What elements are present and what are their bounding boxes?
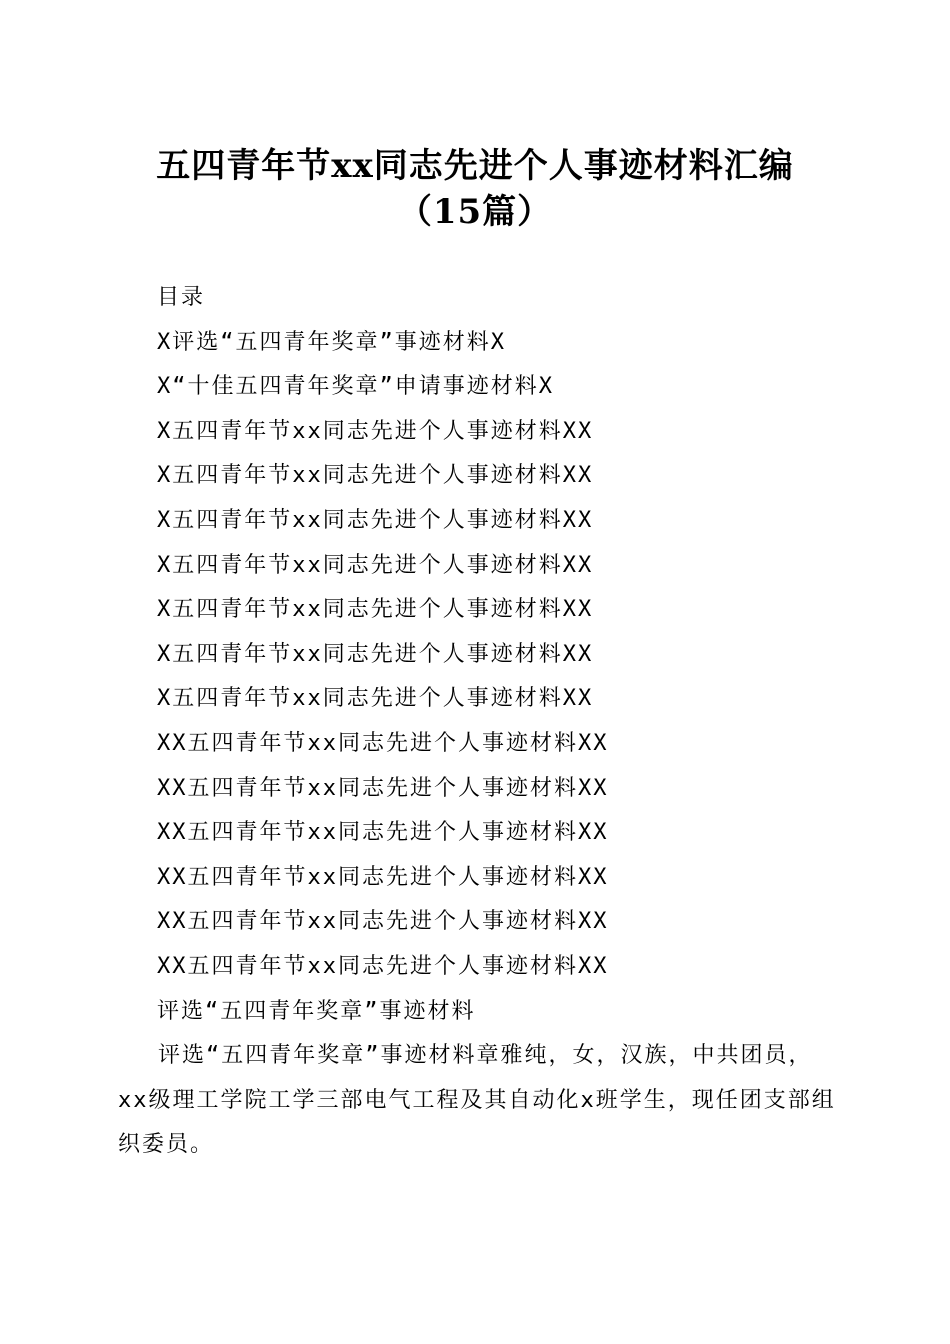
toc-item: X五四青年节xx同志先进个人事迹材料XX [157,597,594,623]
toc-item: X五四青年节xx同志先进个人事迹材料XX [157,463,594,489]
toc-item: XX五四青年节xx同志先进个人事迹材料XX [157,775,609,801]
section-heading: 评选“五四青年奖章”事迹材料 [157,998,476,1024]
toc-item: XX五四青年节xx同志先进个人事迹材料XX [157,820,609,846]
toc-item: X五四青年节xx同志先进个人事迹材料XX [157,641,594,667]
toc-heading: 目录 [157,285,206,310]
toc-item: X五四青年节xx同志先进个人事迹材料XX [157,507,594,533]
table-of-contents [157,276,857,1034]
toc-item: X五四青年节xx同志先进个人事迹材料XX [157,686,594,712]
toc-item: X五四青年节xx同志先进个人事迹材料XX [157,552,594,578]
toc-item: XX五四青年节xx同志先进个人事迹材料XX [157,909,609,935]
toc-item: X五四青年节xx同志先进个人事迹材料XX [157,418,594,444]
toc-item: X评选“五四青年奖章”事迹材料X [157,329,506,355]
toc-item: X“十佳五四青年奖章”申请事迹材料X [157,374,554,400]
document-subtitle: （15篇） [397,192,553,232]
toc-item: XX五四青年节xx同志先进个人事迹材料XX [157,864,609,890]
toc-item: XX五四青年节xx同志先进个人事迹材料XX [157,953,609,979]
document-title: 五四青年节xx同志先进个人事迹材料汇编 [156,146,794,186]
toc-item: XX五四青年节xx同志先进个人事迹材料XX [157,730,609,756]
body-paragraph: 评选“五四青年奖章”事迹材料章雅纯，女，汉族，中共团员，xx级理工学院工学三部电气工程及其自动化x班学生，现任团支部组织委员。 [118,1043,836,1158]
